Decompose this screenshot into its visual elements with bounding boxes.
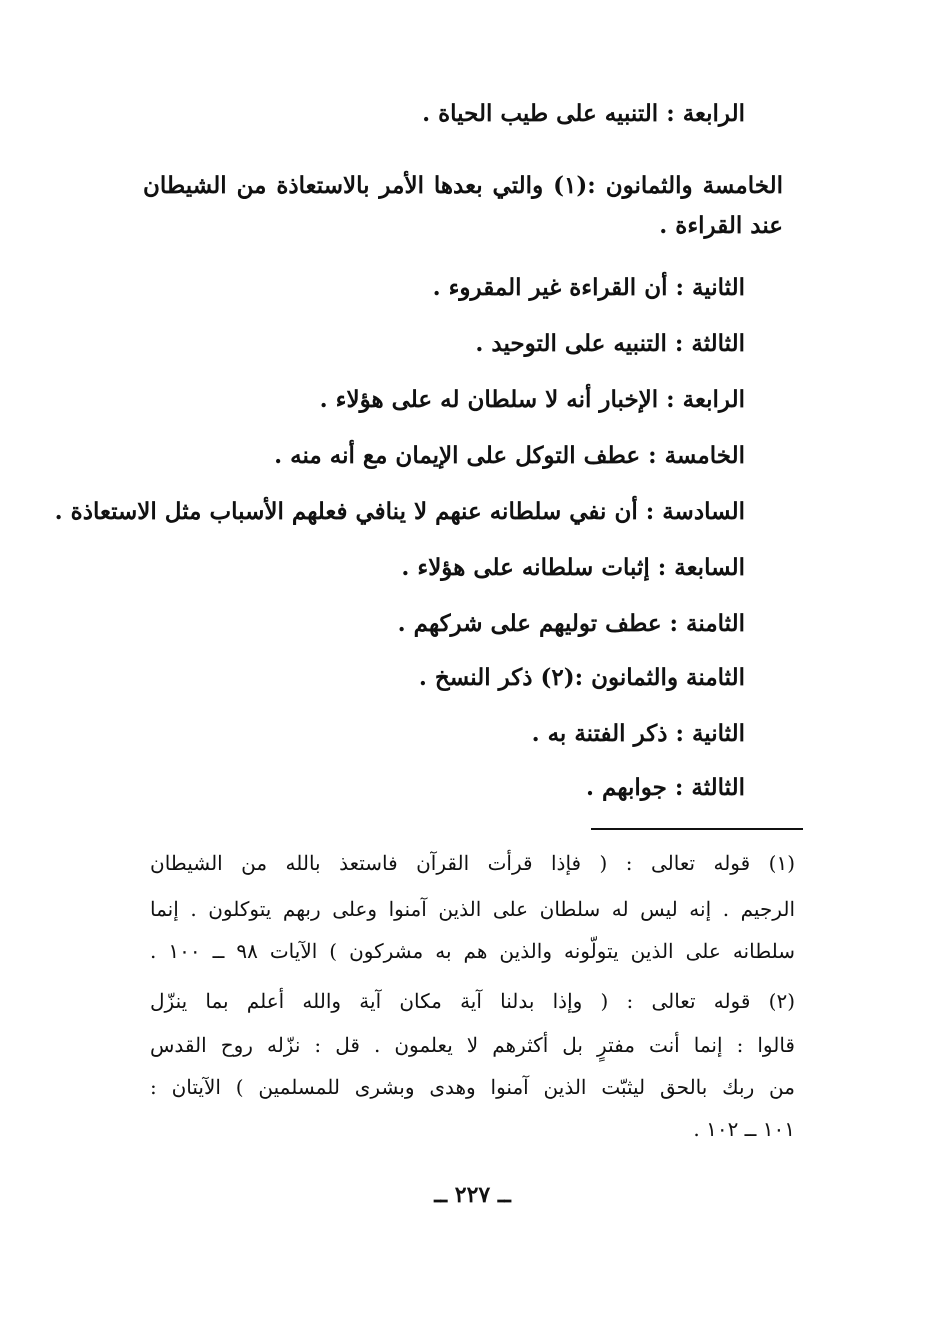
footnote-line: (١) قوله تعالى : ( فإذا قرأت القرآن فاستعذ بالله من الشيطان bbox=[150, 851, 795, 875]
text-line: السادسة : أن نفي سلطانه عنهم لا ينافي فعلهم الأسباب مثل الاستعاذة . bbox=[54, 498, 745, 525]
footnote-line: سلطانه على الذين يتولّونه والذين هم به مشركون ) الآيات ٩٨ ــ ١٠٠ . bbox=[150, 939, 796, 963]
text-line: السابعة : إثبات سلطانه على هؤلاء . bbox=[401, 554, 745, 581]
text-line: الخامسة : عطف التوكل على الإيمان مع أنه منه . bbox=[274, 442, 745, 469]
text-line: الثانية : ذكر الفتنة به . bbox=[531, 720, 745, 747]
page-number: ــ ٢٢٧ ــ bbox=[434, 1182, 511, 1208]
footnote-line: (٢) قوله تعالى : ( وإذا بدلنا آية مكان آية والله أعلم بما ينزّل bbox=[150, 989, 795, 1013]
text-line: الثامنة والثمانون :(٢) ذكر النسخ . bbox=[418, 664, 745, 691]
footnote-line: قالوا : إنما أنت مفترٍ بل أكثرهم لا يعلمون . قل : نزّله روح القدس bbox=[150, 1033, 795, 1057]
text-line: الثالثة : جوابهم . bbox=[586, 774, 745, 801]
footnote-line: من ربك بالحق ليثبّت الذين آمنوا وهدى وبشرى للمسلمين ) الآيتان : bbox=[150, 1075, 795, 1099]
text-line: الثانية : أن القراءة غير المقروء . bbox=[432, 274, 745, 301]
text-line: الثامنة : عطف توليهم على شركهم . bbox=[397, 610, 745, 637]
text-line: الثالثة : التنبيه على التوحيد . bbox=[475, 330, 745, 357]
text-line: الخامسة والثمانون :(١) والتي بعدها الأمر بالاستعاذة من الشيطان bbox=[143, 172, 783, 199]
text-line: الرابعة : الإخبار أنه لا سلطان له على هؤلاء . bbox=[319, 386, 745, 413]
text-line: عند القراءة . bbox=[659, 212, 783, 239]
footnote-line: ١٠١ ــ ١٠٢ . bbox=[693, 1117, 795, 1141]
footnote-line: الرجيم . إنه ليس له سلطان على الذين آمنوا وعلى ربهم يتوكلون . إنما bbox=[150, 897, 795, 921]
text-line: الرابعة : التنبيه على طيب الحياة . bbox=[422, 100, 745, 127]
footnote-separator bbox=[591, 828, 803, 830]
